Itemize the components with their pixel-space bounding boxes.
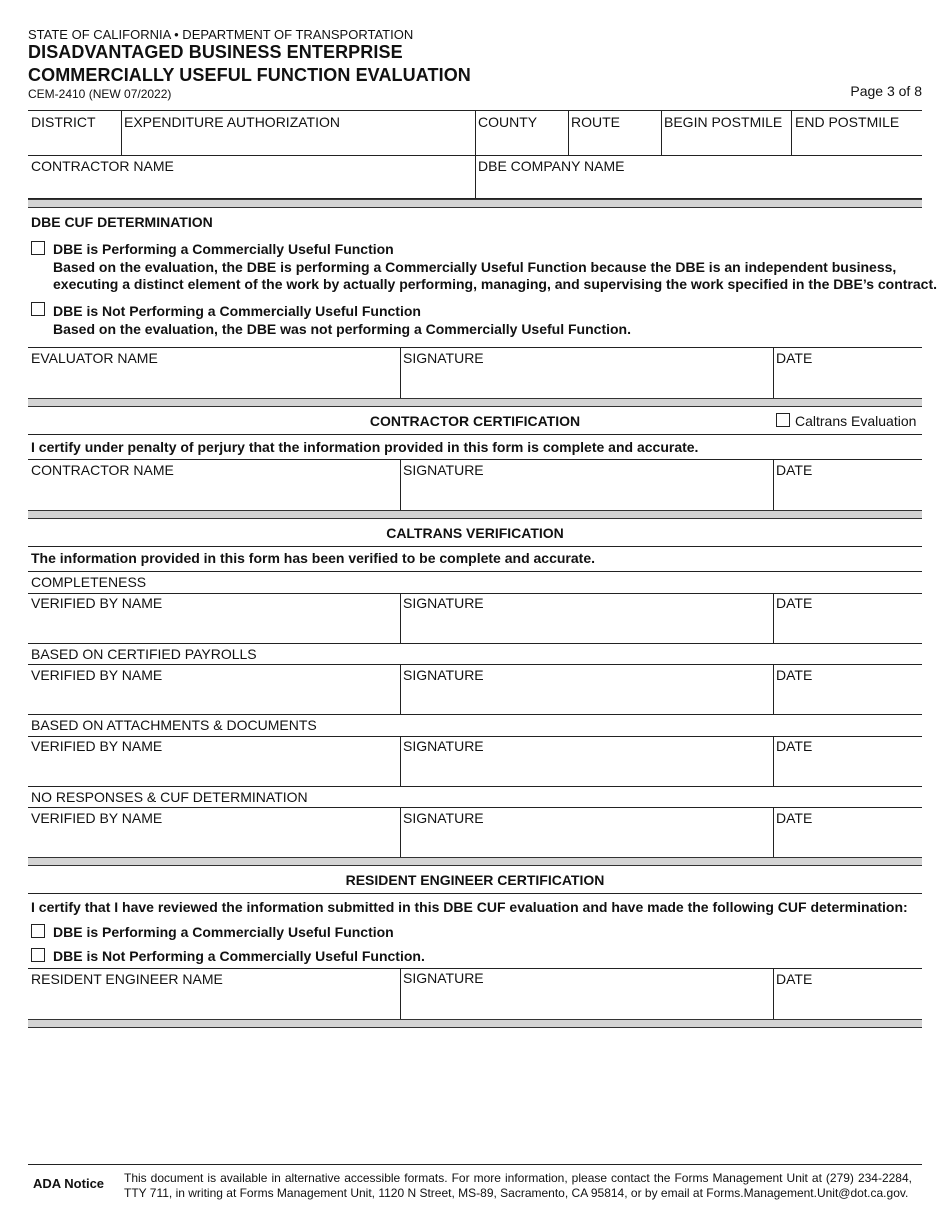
evaluator-name-label: EVALUATOR NAME bbox=[31, 350, 158, 366]
contractor-cert-date-field[interactable] bbox=[774, 480, 921, 508]
county-label: COUNTY bbox=[478, 114, 538, 130]
completeness-date-label: DATE bbox=[776, 595, 813, 611]
completeness-name-field[interactable] bbox=[29, 613, 399, 641]
section-completeness-title: COMPLETENESS bbox=[31, 574, 147, 590]
evaluator-signature-label: SIGNATURE bbox=[403, 350, 484, 366]
caltrans-evaluation-label: Caltrans Evaluation bbox=[795, 413, 917, 429]
verification-heading: CALTRANS VERIFICATION bbox=[386, 525, 564, 541]
completeness-date-field[interactable] bbox=[774, 613, 921, 641]
no-responses-signature-field[interactable] bbox=[401, 828, 772, 856]
payrolls-date-field[interactable] bbox=[774, 685, 921, 713]
route-field[interactable] bbox=[569, 131, 660, 153]
route-label: ROUTE bbox=[571, 114, 620, 130]
re-cert-heading: RESIDENT ENGINEER CERTIFICATION bbox=[345, 872, 605, 888]
contractor-name-label: CONTRACTOR NAME bbox=[31, 158, 174, 174]
agency-line: STATE OF CALIFORNIA • DEPARTMENT OF TRANSPORTATION bbox=[28, 27, 414, 42]
contractor-cert-name-label: CONTRACTOR NAME bbox=[31, 462, 174, 478]
not-performing-cuf-title: DBE is Not Performing a Commercially Useful Function bbox=[53, 303, 421, 319]
not-performing-cuf-text: Based on the evaluation, the DBE was not performing a Commercially Useful Function. bbox=[53, 321, 631, 337]
attachments-name-label: VERIFIED BY NAME bbox=[31, 738, 163, 754]
verification-statement: The information provided in this form has been verified to be complete and accurate. bbox=[31, 550, 595, 566]
completeness-signature-label: SIGNATURE bbox=[403, 595, 484, 611]
payrolls-name-field[interactable] bbox=[29, 685, 399, 713]
cuf-heading: DBE CUF DETERMINATION bbox=[31, 214, 213, 230]
re-date-label: DATE bbox=[776, 971, 813, 987]
contractor-cert-signature-label: SIGNATURE bbox=[403, 462, 484, 478]
expenditure-field[interactable] bbox=[122, 131, 474, 153]
re-name-field[interactable] bbox=[29, 989, 399, 1017]
form-title-line1: DISADVANTAGED BUSINESS ENTERPRISE bbox=[28, 42, 403, 62]
re-cert-statement: I certify that I have reviewed the information submitted in this DBE CUF evaluation and have made the following CUF determination: bbox=[31, 899, 908, 915]
contractor-cert-date-label: DATE bbox=[776, 462, 813, 478]
contractor-cert-name-field[interactable] bbox=[29, 480, 399, 508]
re-not-performing-cuf-label: DBE is Not Performing a Commercially Useful Function. bbox=[53, 948, 425, 964]
caltrans-evaluation-checkbox[interactable] bbox=[776, 413, 790, 427]
performing-cuf-text-2: executing a distinct element of the work by actually performing, managing, and supervising the work specified in the DBE’s contract. bbox=[53, 276, 937, 292]
performing-cuf-checkbox[interactable] bbox=[31, 241, 45, 255]
no-responses-date-field[interactable] bbox=[774, 828, 921, 856]
completeness-name-label: VERIFIED BY NAME bbox=[31, 595, 163, 611]
contractor-cert-statement: I certify under penalty of perjury that the information provided in this form is complete and accurate. bbox=[31, 439, 699, 455]
ada-notice-text: This document is available in alternative accessible formats. For more information, please contact the Forms Management Unit at (279) 234-2284, TTY 711, in writing at Forms Management Unit, 1120 N Street, MS-89, Sacramento, CA 95814, or by email at Forms.Management.Unit@dot.ca.gov. bbox=[124, 1171, 912, 1200]
re-date-field[interactable] bbox=[774, 989, 921, 1017]
no-responses-name-label: VERIFIED BY NAME bbox=[31, 810, 163, 826]
no-responses-name-field[interactable] bbox=[29, 828, 399, 856]
end-postmile-field[interactable] bbox=[792, 131, 921, 153]
payrolls-name-label: VERIFIED BY NAME bbox=[31, 667, 163, 683]
expenditure-label: EXPENDITURE AUTHORIZATION bbox=[124, 114, 340, 130]
re-performing-cuf-checkbox[interactable] bbox=[31, 924, 45, 938]
section-payrolls-title: BASED ON CERTIFIED PAYROLLS bbox=[31, 646, 257, 662]
dbe-company-field[interactable] bbox=[476, 175, 921, 197]
performing-cuf-title: DBE is Performing a Commercially Useful Function bbox=[53, 241, 394, 257]
payrolls-signature-label: SIGNATURE bbox=[403, 667, 484, 683]
section-attachments-title: BASED ON ATTACHMENTS & DOCUMENTS bbox=[31, 717, 317, 733]
attachments-signature-label: SIGNATURE bbox=[403, 738, 484, 754]
district-label: DISTRICT bbox=[31, 114, 96, 130]
re-performing-cuf-label: DBE is Performing a Commercially Useful Function bbox=[53, 924, 394, 940]
evaluator-signature-field[interactable] bbox=[401, 368, 772, 396]
no-responses-signature-label: SIGNATURE bbox=[403, 810, 484, 826]
contractor-cert-signature-field[interactable] bbox=[401, 480, 772, 508]
begin-postmile-label: BEGIN POSTMILE bbox=[664, 114, 783, 130]
evaluator-name-field[interactable] bbox=[29, 368, 399, 396]
county-field[interactable] bbox=[476, 131, 567, 153]
payrolls-signature-field[interactable] bbox=[401, 685, 772, 713]
performing-cuf-text-1: Based on the evaluation, the DBE is performing a Commercially Useful Function because the DBE is an independent business, bbox=[53, 259, 897, 275]
form-number: CEM-2410 (NEW 07/2022) bbox=[28, 87, 172, 101]
payrolls-date-label: DATE bbox=[776, 667, 813, 683]
dbe-company-label: DBE COMPANY NAME bbox=[478, 158, 625, 174]
section-no-responses-title: NO RESPONSES & CUF DETERMINATION bbox=[31, 789, 308, 805]
re-not-performing-cuf-checkbox[interactable] bbox=[31, 948, 45, 962]
begin-postmile-field[interactable] bbox=[662, 131, 790, 153]
evaluator-date-label: DATE bbox=[776, 350, 813, 366]
contractor-name-field[interactable] bbox=[29, 175, 474, 197]
re-name-label: RESIDENT ENGINEER NAME bbox=[31, 971, 223, 987]
attachments-name-field[interactable] bbox=[29, 756, 399, 784]
attachments-signature-field[interactable] bbox=[401, 756, 772, 784]
completeness-signature-field[interactable] bbox=[401, 613, 772, 641]
form-title-line2: COMMERCIALLY USEFUL FUNCTION EVALUATION bbox=[28, 65, 471, 85]
re-signature-label: SIGNATURE bbox=[403, 970, 484, 986]
not-performing-cuf-checkbox[interactable] bbox=[31, 302, 45, 316]
re-signature-field[interactable] bbox=[401, 989, 772, 1017]
evaluator-date-field[interactable] bbox=[774, 368, 921, 396]
ada-notice-label: ADA Notice bbox=[33, 1176, 105, 1191]
district-field[interactable] bbox=[29, 131, 120, 153]
attachments-date-field[interactable] bbox=[774, 756, 921, 784]
end-postmile-label: END POSTMILE bbox=[795, 114, 900, 130]
attachments-date-label: DATE bbox=[776, 738, 813, 754]
contractor-cert-heading: CONTRACTOR CERTIFICATION bbox=[369, 413, 581, 429]
page-number: Page 3 of 8 bbox=[850, 83, 922, 99]
no-responses-date-label: DATE bbox=[776, 810, 813, 826]
